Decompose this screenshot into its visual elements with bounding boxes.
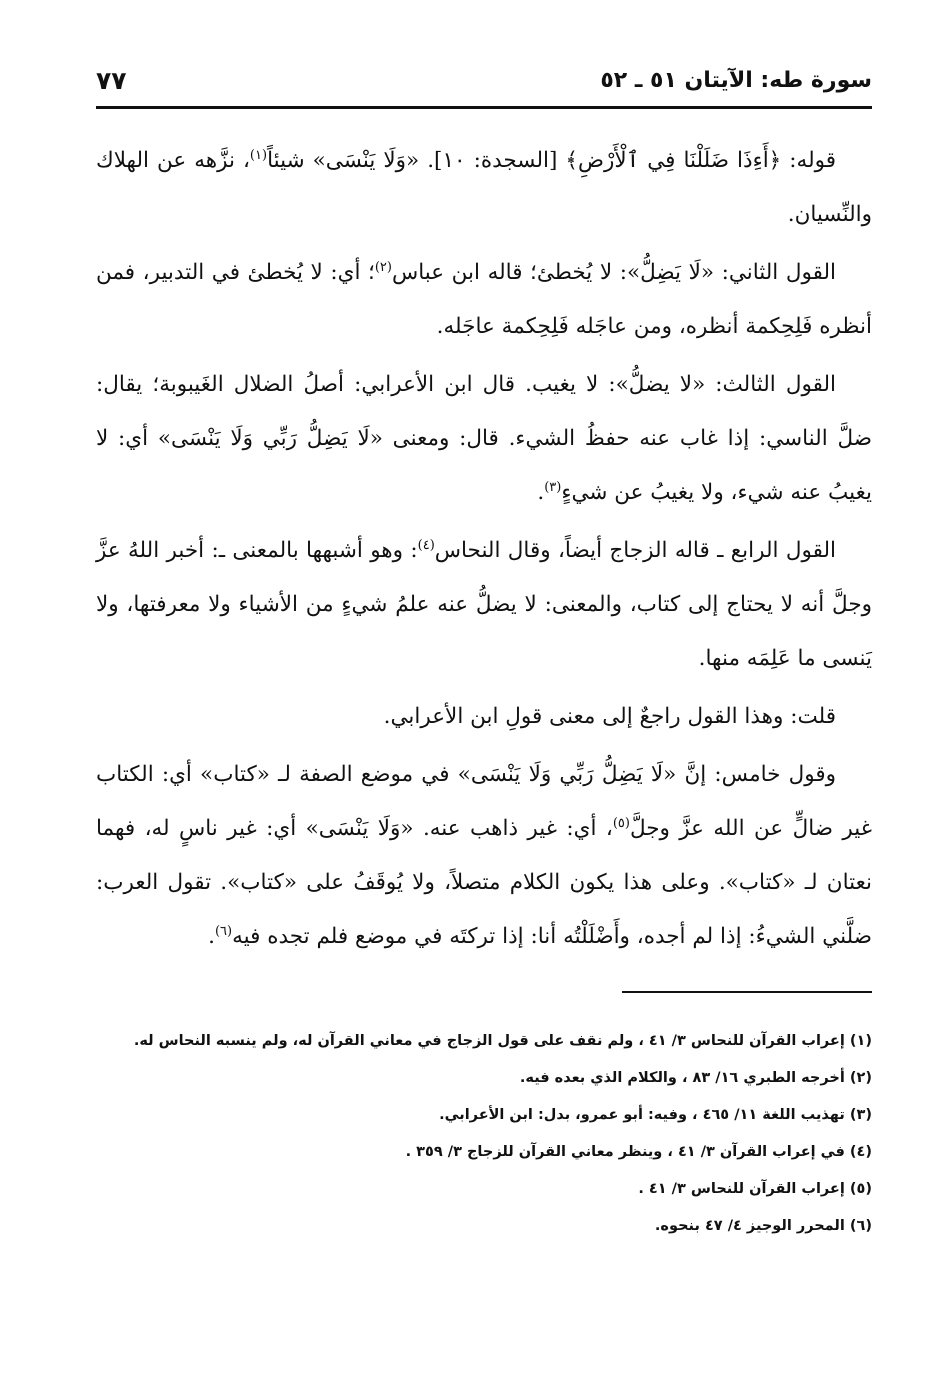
paragraph-text: القول الرابع ـ قاله الزجاج أيضاً، وقال النحاس — [434, 538, 836, 563]
main-text — [96, 134, 872, 968]
footnote-ref: (٢) — [374, 259, 392, 275]
paragraph-2 — [96, 246, 872, 354]
footnote-5: (٥) إعراب القرآن للنحاس ٣/ ٤١ . — [638, 1181, 872, 1197]
footnote-ref: (١) — [249, 147, 268, 163]
paragraph-text: ؛ أي: لا يُخطئ في التدبير، فمن أنظره فَلِحِكمة أنظره، ومن عاجَله فَلِحِكمة عاجَله. — [96, 260, 872, 339]
footnote-3: (٣) تهذيب اللغة ١١/ ٤٦٥ ، وفيه: أبو عمرو، بدل: ابن الأعرابي. — [439, 1107, 872, 1123]
paragraph-text: . — [537, 480, 545, 505]
footnote-6: (٦) المحرر الوجيز ٤/ ٤٧ بنحوه. — [654, 1218, 872, 1234]
footnote-ref: (٦) — [214, 923, 233, 939]
paragraph-text: القول الثاني: «لَا يَضِلُّ»: لا يُخطئ؛ قاله ابن عباس — [391, 260, 836, 285]
footnote-4: (٤) في إعراب القرآن ٣/ ٤١ ، وينظر معاني القرآن للزجاج ٣/ ٣٥٩ . — [405, 1144, 872, 1160]
paragraph-1 — [96, 134, 872, 242]
paragraph-5 — [96, 690, 872, 744]
footnotes — [96, 1027, 872, 1249]
paragraph-4 — [96, 524, 872, 686]
paragraph-text: قوله: ﴿أَءِذَا ضَلَلْنَا فِي ٱلْأَرْضِ﴾ [السجدة: ١٠]. «وَلَا يَنْسَى» شيئاً — [267, 148, 836, 173]
footnote-separator — [622, 991, 872, 993]
footnote-ref: (٤) — [417, 537, 435, 553]
paragraph-3 — [96, 358, 872, 520]
paragraph-text: القول الثالث: «لا يضلُّ»: لا يغيب. قال ابن الأعرابي: أصلُ الضلال الغَيبوبة؛ يقال: ضلَّ الناسي: إذا غاب عنه حفظُ الشيء. قال: ومعنى «لَا يَضِلُّ رَبِّي وَلَا يَنْسَى» أي: لا يغيبُ عنه شيء، ولا يغيبُ عن شيءٍ — [96, 372, 872, 505]
paragraph-text: ، أي: غير ذاهب عنه. «وَلَا يَنْسَى» أي: غير ناسٍ له، فهما نعتان لـ «كتاب». وعلى هذا يكون الكلام متصلاً، ولا يُوقَفُ على «كتاب». تقول العرب: ضلَّني الشيءُ: إذا لم أجده، وأَضْلَلْتُه أنا: إذا تركتَه في موضع فلم تجده فيه — [96, 816, 872, 949]
running-header — [96, 64, 872, 109]
paragraph-text: ، نزَّهه عن الهلاك والنِّسيان. — [96, 148, 872, 227]
page-number: ٧٧ — [96, 66, 127, 95]
footnote-ref: (٥) — [612, 815, 630, 831]
paragraph-text: . — [208, 924, 215, 949]
footnote-ref: (٣) — [544, 479, 562, 495]
footnote-1: (١) إعراب القرآن للنحاس ٣/ ٤١ ، ولم نقف على قول الزجاج في معاني القرآن له، ولم ينسبه النحاس له. — [133, 1033, 872, 1049]
paragraph-text: : وهو أشبهها بالمعنى ـ: أخبر اللهُ عزَّ وجلَّ أنه لا يحتاج إلى كتاب، والمعنى: لا يضلُّ عنه علمُ شيءٍ من الأشياء ولا معرفتها، ولا يَنسى ما عَلِمَه منها. — [96, 538, 872, 671]
footnote-2: (٢) أخرجه الطبري ١٦/ ٨٣ ، والكلام الذي بعده فيه. — [519, 1070, 872, 1086]
paragraph-text: وقول خامس: إنَّ «لَا يَضِلُّ رَبِّي وَلَا يَنْسَى» في موضع الصفة لـ «كتاب» أي: الكتاب غير ضالٍّ عن الله عزَّ وجلَّ — [96, 762, 872, 841]
paragraph-text: قلت: وهذا القول راجعٌ إلى معنى قولِ ابن الأعرابي. — [383, 704, 836, 729]
paragraph-6 — [96, 748, 872, 964]
header-title: سورة طه: الآيتان ٥١ ـ ٥٢ — [600, 68, 872, 93]
